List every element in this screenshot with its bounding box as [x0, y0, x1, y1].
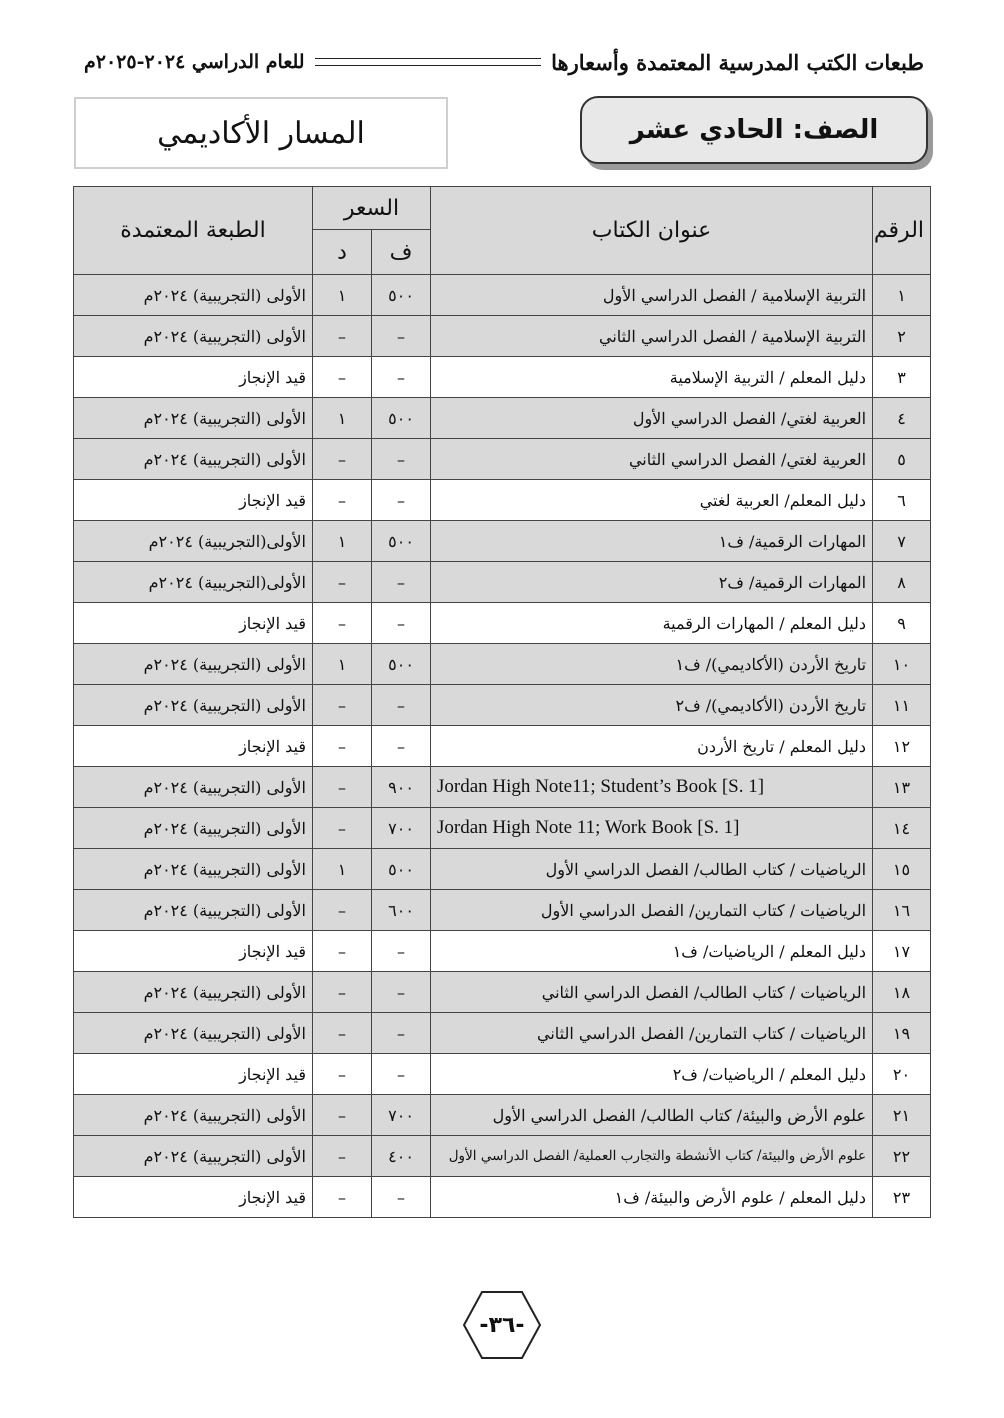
price-f: ٦٠٠ [372, 890, 431, 931]
table-row [74, 808, 931, 849]
price-f: – [372, 562, 431, 603]
row-number: ٨ [873, 562, 931, 603]
row-number: ١٩ [873, 1013, 931, 1054]
table-row [74, 685, 931, 726]
edition: الأولى (التجريبية) ٢٠٢٤م [74, 275, 313, 316]
edition: الأولى (التجريبية) ٢٠٢٤م [74, 1013, 313, 1054]
price-d: – [313, 316, 372, 357]
table-row [74, 521, 931, 562]
price-f: – [372, 726, 431, 767]
row-number: ٣ [873, 357, 931, 398]
table-row [74, 931, 931, 972]
track-label: المسار الأكاديمي [157, 115, 365, 151]
edition: الأولى (التجريبية) ٢٠٢٤م [74, 1136, 313, 1177]
edition: الأولى(التجريبية) ٢٠٢٤م [74, 521, 313, 562]
edition: قيد الإنجاز [74, 931, 313, 972]
book-title: علوم الأرض والبيئة/ كتاب الأنشطة والتجارب العملية/ الفصل الدراسي الأول [431, 1136, 873, 1177]
row-number: ٢٢ [873, 1136, 931, 1177]
price-d: – [313, 767, 372, 808]
price-f: – [372, 357, 431, 398]
price-d: – [313, 1095, 372, 1136]
price-f: ٥٠٠ [372, 398, 431, 439]
price-d: ١ [313, 849, 372, 890]
edition: قيد الإنجاز [74, 603, 313, 644]
price-d: – [313, 931, 372, 972]
book-title: التربية الإسلامية / الفصل الدراسي الثاني [431, 316, 873, 357]
price-d: – [313, 603, 372, 644]
table-row [74, 480, 931, 521]
book-title: الرياضيات / كتاب التمارين/ الفصل الدراسي الثاني [431, 1013, 873, 1054]
row-number: ١٥ [873, 849, 931, 890]
row-number: ١١ [873, 685, 931, 726]
header-price-f: ف [372, 230, 431, 275]
book-title: دليل المعلم / الرياضيات/ ف١ [431, 931, 873, 972]
table-row [74, 562, 931, 603]
price-f: – [372, 480, 431, 521]
edition: الأولى (التجريبية) ٢٠٢٤م [74, 644, 313, 685]
price-f: ٧٠٠ [372, 808, 431, 849]
edition: قيد الإنجاز [74, 1054, 313, 1095]
edition: قيد الإنجاز [74, 357, 313, 398]
price-d: ١ [313, 275, 372, 316]
grade-label: الصف: الحادي عشر [629, 115, 879, 145]
edition: الأولى (التجريبية) ٢٠٢٤م [74, 808, 313, 849]
row-number: ٢١ [873, 1095, 931, 1136]
price-f: – [372, 439, 431, 480]
header-title-col: عنوان الكتاب [431, 187, 873, 275]
price-d: – [313, 808, 372, 849]
table-row [74, 316, 931, 357]
table-row [74, 767, 931, 808]
header-edition: الطبعة المعتمدة [74, 187, 313, 275]
price-f: ٥٠٠ [372, 644, 431, 685]
edition: قيد الإنجاز [74, 726, 313, 767]
price-f: – [372, 972, 431, 1013]
edition: قيد الإنجاز [74, 1177, 313, 1218]
row-number: ٢٣ [873, 1177, 931, 1218]
edition: الأولى (التجريبية) ٢٠٢٤م [74, 1095, 313, 1136]
books-table [73, 186, 931, 1218]
edition: الأولى (التجريبية) ٢٠٢٤م [74, 972, 313, 1013]
row-number: ٦ [873, 480, 931, 521]
table-row [74, 1136, 931, 1177]
book-title: الرياضيات / كتاب الطالب/ الفصل الدراسي الثاني [431, 972, 873, 1013]
table-row [74, 398, 931, 439]
price-d: – [313, 562, 372, 603]
row-number: ١٦ [873, 890, 931, 931]
price-f: – [372, 1013, 431, 1054]
edition: الأولى (التجريبية) ٢٠٢٤م [74, 398, 313, 439]
price-f: – [372, 931, 431, 972]
page-number: -٣٦- [479, 1312, 525, 1338]
book-title: دليل المعلم / تاريخ الأردن [431, 726, 873, 767]
price-d: ١ [313, 521, 372, 562]
header-price-d: د [313, 230, 372, 275]
book-title: دليل المعلم / المهارات الرقمية [431, 603, 873, 644]
price-f: – [372, 603, 431, 644]
book-title: دليل المعلم / الرياضيات/ ف٢ [431, 1054, 873, 1095]
table-row [74, 439, 931, 480]
book-title: Jordan High Note11; Student’s Book [S. 1] [431, 767, 873, 808]
table-row [74, 275, 931, 316]
price-f: ٩٠٠ [372, 767, 431, 808]
row-number: ١٠ [873, 644, 931, 685]
page-number-badge [462, 1290, 542, 1360]
track-label-box [74, 97, 448, 169]
grade-label-box [580, 96, 928, 164]
price-d: – [313, 890, 372, 931]
row-number: ٤ [873, 398, 931, 439]
price-d: – [313, 726, 372, 767]
row-number: ١٨ [873, 972, 931, 1013]
row-number: ٥ [873, 439, 931, 480]
table-row [74, 357, 931, 398]
price-f: – [372, 1177, 431, 1218]
price-f: – [372, 685, 431, 726]
table-row [74, 603, 931, 644]
table-row [74, 1095, 931, 1136]
row-number: ١ [873, 275, 931, 316]
row-number: ٢ [873, 316, 931, 357]
price-f: ٤٠٠ [372, 1136, 431, 1177]
edition: الأولى (التجريبية) ٢٠٢٤م [74, 316, 313, 357]
book-title: دليل المعلم / التربية الإسلامية [431, 357, 873, 398]
row-number: ١٤ [873, 808, 931, 849]
book-title: المهارات الرقمية/ ف١ [431, 521, 873, 562]
book-title: الرياضيات / كتاب التمارين/ الفصل الدراسي الأول [431, 890, 873, 931]
row-number: ٩ [873, 603, 931, 644]
price-d: ١ [313, 644, 372, 685]
table-row [74, 972, 931, 1013]
price-f: – [372, 1054, 431, 1095]
book-title: دليل المعلم/ العربية لغتي [431, 480, 873, 521]
book-title: Jordan High Note 11; Work Book [S. 1] [431, 808, 873, 849]
row-number: ٧ [873, 521, 931, 562]
table-row [74, 1054, 931, 1095]
price-f: – [372, 316, 431, 357]
edition: الأولى (التجريبية) ٢٠٢٤م [74, 767, 313, 808]
header-rule [315, 58, 542, 66]
table-row [74, 849, 931, 890]
header-price: السعر [313, 187, 431, 230]
table-row [74, 1177, 931, 1218]
books-table-body [74, 275, 931, 1218]
edition: قيد الإنجاز [74, 480, 313, 521]
price-d: – [313, 1013, 372, 1054]
book-title: تاريخ الأردن (الأكاديمي)/ ف١ [431, 644, 873, 685]
edition: الأولى(التجريبية) ٢٠٢٤م [74, 562, 313, 603]
row-number: ٢٠ [873, 1054, 931, 1095]
edition: الأولى (التجريبية) ٢٠٢٤م [74, 890, 313, 931]
book-title: الرياضيات / كتاب الطالب/ الفصل الدراسي الأول [431, 849, 873, 890]
row-number: ١٧ [873, 931, 931, 972]
price-f: ٥٠٠ [372, 849, 431, 890]
price-d: – [313, 439, 372, 480]
price-d: – [313, 480, 372, 521]
book-title: دليل المعلم / علوم الأرض والبيئة/ ف١ [431, 1177, 873, 1218]
header-number: الرقم [873, 187, 931, 275]
book-title: علوم الأرض والبيئة/ كتاب الطالب/ الفصل الدراسي الأول [431, 1095, 873, 1136]
row-number: ١٣ [873, 767, 931, 808]
table-row [74, 726, 931, 767]
header-title: طبعات الكتب المدرسية المعتمدة وأسعارها [551, 49, 924, 75]
row-number: ١٢ [873, 726, 931, 767]
book-title: العربية لغتي/ الفصل الدراسي الثاني [431, 439, 873, 480]
table-row [74, 890, 931, 931]
edition: الأولى (التجريبية) ٢٠٢٤م [74, 685, 313, 726]
book-title: العربية لغتي/ الفصل الدراسي الأول [431, 398, 873, 439]
page-header [84, 44, 924, 80]
price-d: – [313, 1177, 372, 1218]
price-d: – [313, 1136, 372, 1177]
table-row [74, 1013, 931, 1054]
price-d: – [313, 1054, 372, 1095]
price-f: ٧٠٠ [372, 1095, 431, 1136]
header-year: للعام الدراسي ٢٠٢٤-٢٠٢٥م [84, 51, 305, 73]
price-f: ٥٠٠ [372, 275, 431, 316]
table-row [74, 644, 931, 685]
price-d: – [313, 357, 372, 398]
book-title: المهارات الرقمية/ ف٢ [431, 562, 873, 603]
price-d: – [313, 972, 372, 1013]
price-d: ١ [313, 398, 372, 439]
price-f: ٥٠٠ [372, 521, 431, 562]
edition: الأولى (التجريبية) ٢٠٢٤م [74, 439, 313, 480]
book-title: تاريخ الأردن (الأكاديمي)/ ف٢ [431, 685, 873, 726]
book-title: التربية الإسلامية / الفصل الدراسي الأول [431, 275, 873, 316]
edition: الأولى (التجريبية) ٢٠٢٤م [74, 849, 313, 890]
price-d: – [313, 685, 372, 726]
